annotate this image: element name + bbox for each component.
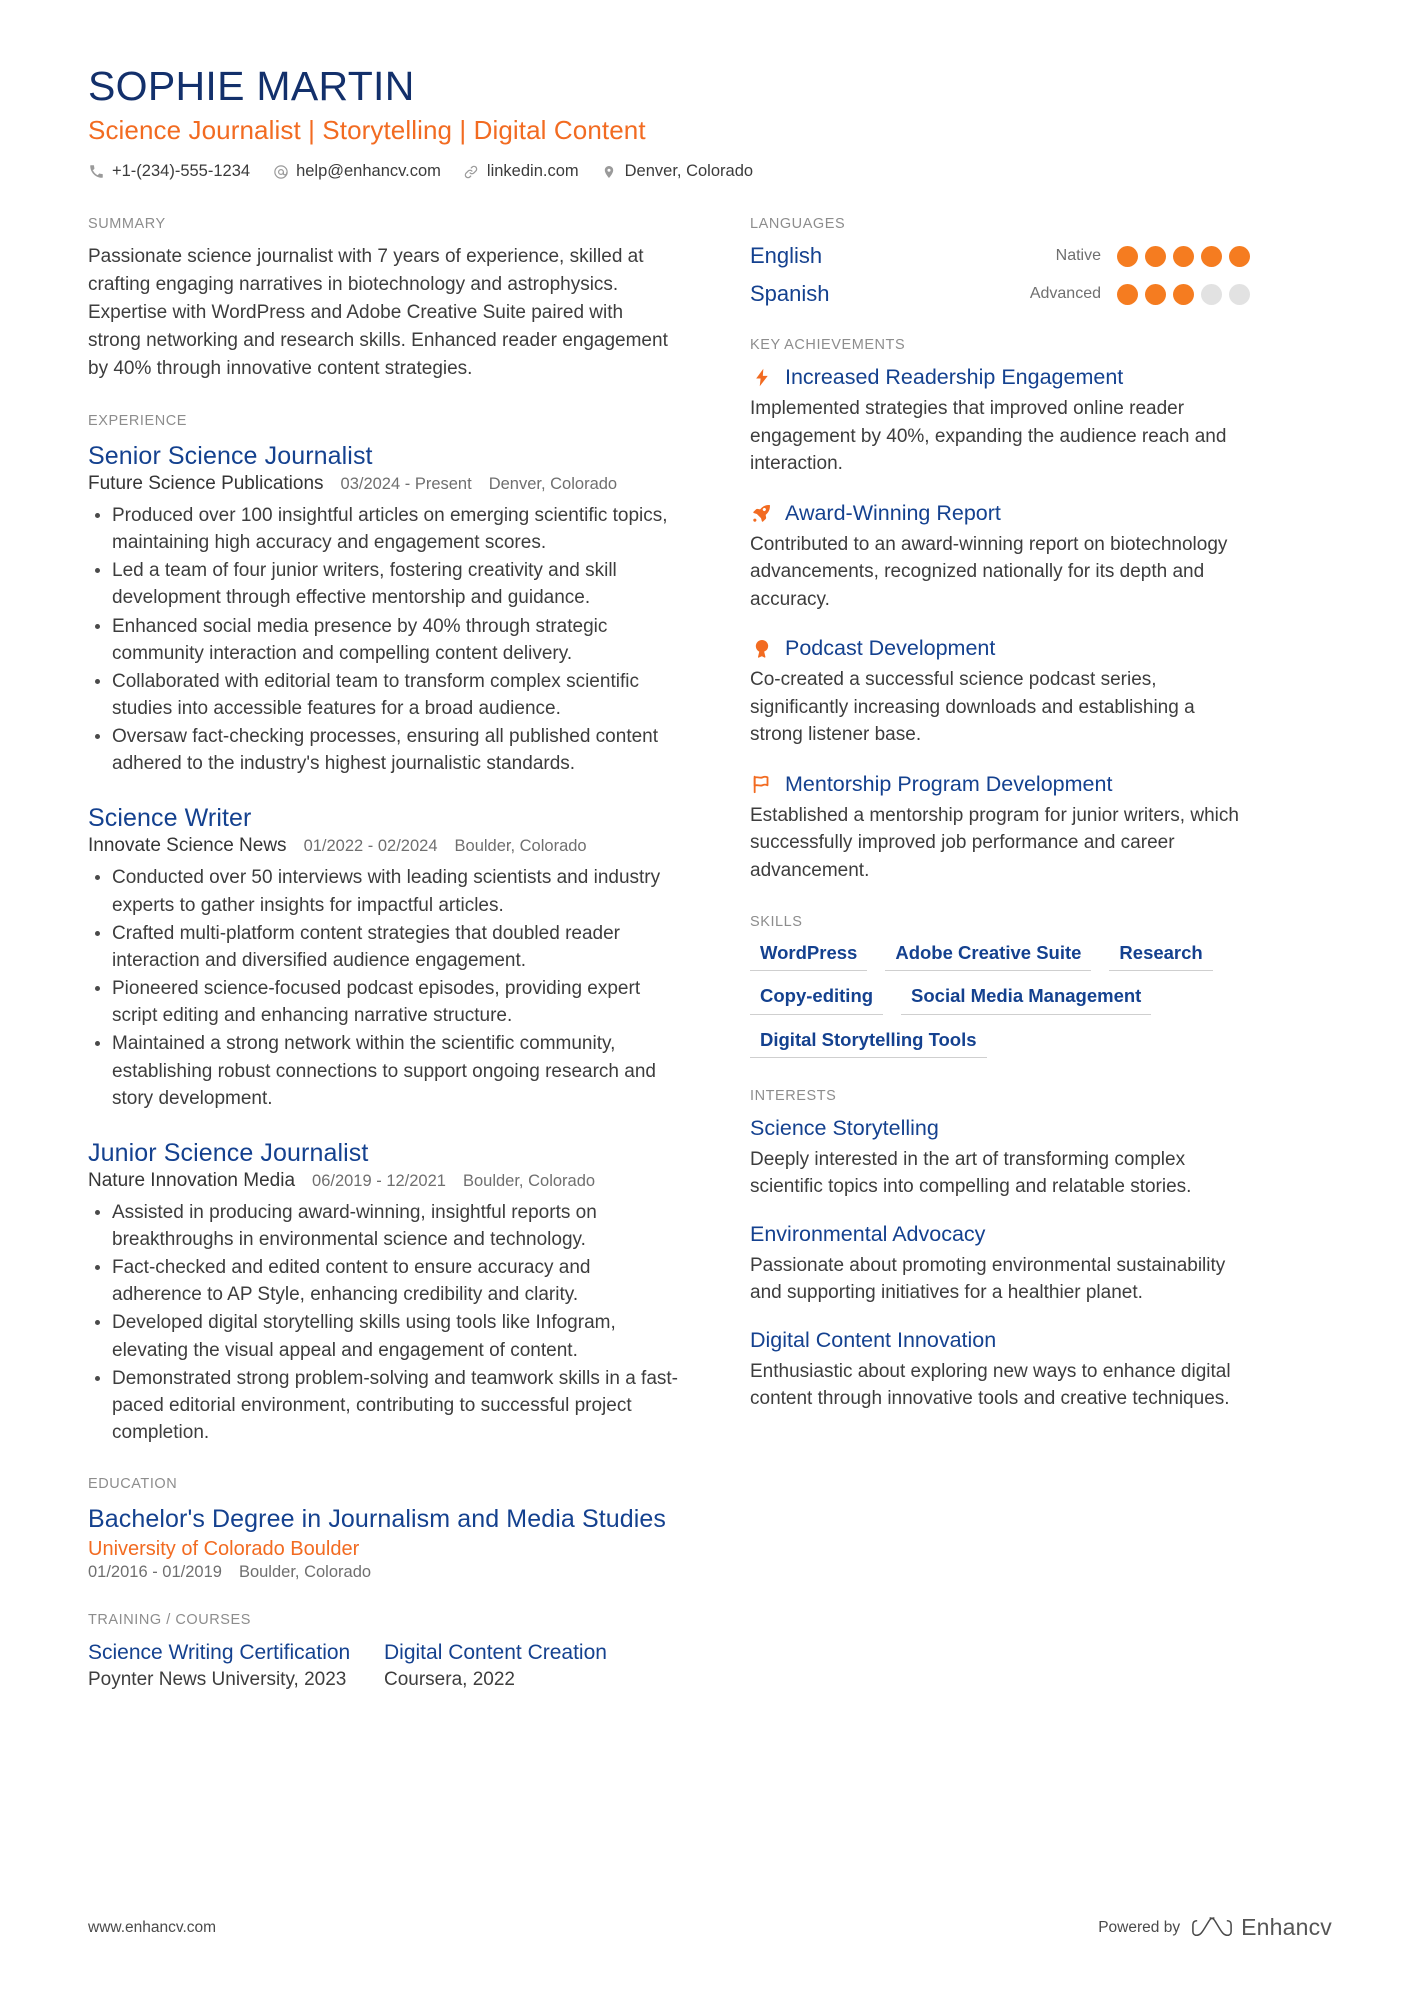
job-title: Junior Science Journalist (88, 1138, 369, 1167)
achievement-title: Award-Winning Report (785, 500, 1001, 525)
enhancv-brand-name: Enhancv (1241, 1914, 1332, 1940)
contact-email-text: help@enhancv.com (296, 162, 441, 181)
skill-tag: Adobe Creative Suite (885, 941, 1091, 971)
training-grid (88, 1639, 680, 1691)
page-footer (88, 1914, 1332, 1941)
rating-dot (1173, 284, 1194, 305)
contact-phone[interactable] (88, 160, 250, 183)
education-meta (88, 1563, 680, 1582)
job-bullet: Oversaw fact-checking processes, ensuring all published content adhered to the industry's highest journalistic standards. (88, 723, 680, 777)
job-bullet: Led a team of four junior writers, fostering creativity and skill development through effective mentorship and guidance. (88, 557, 680, 611)
education-entry (88, 1503, 680, 1582)
rating-dot (1201, 246, 1222, 267)
achievement-head (750, 364, 1250, 391)
experience-entry (88, 440, 680, 778)
location-pin-icon (601, 163, 618, 180)
rating-dot (1229, 246, 1250, 267)
job-company: Nature Innovation Media (88, 1169, 296, 1191)
experience-entry (88, 1137, 680, 1446)
interests-section-label: INTERESTS (750, 1087, 837, 1104)
microphone-icon (750, 637, 774, 661)
job-meta (88, 473, 680, 495)
achievements-section-label: KEY ACHIEVEMENTS (750, 337, 906, 354)
training-title: Science Writing Certification (88, 1640, 351, 1664)
training-subtitle: Coursera, 2022 (384, 1669, 515, 1691)
education-school: University of Colorado Boulder (88, 1537, 360, 1560)
interest-title: Environmental Advocacy (750, 1221, 986, 1246)
rating-dot (1117, 246, 1138, 267)
candidate-role: Science Journalist | Storytelling | Digital Content (88, 115, 646, 146)
training-title: Digital Content Creation (384, 1640, 607, 1664)
job-title: Science Writer (88, 804, 252, 833)
section-achievements (750, 337, 1250, 884)
job-date: 01/2022 - 02/2024 (303, 837, 438, 856)
job-meta (88, 1170, 680, 1192)
education-date: 01/2016 - 01/2019 (88, 1562, 222, 1581)
job-bullet: Maintained a strong network within the scientific community, establishing robust connections to support ongoing research and story development. (88, 1030, 680, 1111)
interest-description: Passionate about promoting environmental sustainability and supporting initiatives for a healthier planet. (750, 1254, 1226, 1304)
job-bullet: Collaborated with editorial team to transform complex scientific studies into accessible features for a broad audience. (88, 668, 680, 722)
interest-entry (750, 1327, 1250, 1413)
achievement-description: Co-created a successful science podcast series, significantly increasing downloads and establishing a strong listener base. (750, 669, 1195, 746)
job-bullet: Produced over 100 insightful articles on emerging scientific topics, maintaining high accuracy and engagement scores. (88, 502, 680, 556)
job-bullets (88, 502, 680, 778)
job-bullets (88, 1199, 680, 1446)
interest-title: Science Storytelling (750, 1115, 939, 1140)
language-name: Spanish (750, 281, 830, 307)
achievement-entry (750, 771, 1250, 885)
experience-entry (88, 802, 680, 1111)
education-location: Boulder, Colorado (238, 1562, 372, 1581)
achievement-head (750, 635, 1250, 662)
job-meta (88, 835, 680, 857)
achievement-description: Contributed to an award-winning report on biotechnology advancements, recognized nationally for its depth and accuracy. (750, 533, 1228, 610)
powered-by-label: Powered by (1098, 1918, 1181, 1936)
job-bullets (88, 864, 680, 1111)
language-level: Advanced (1029, 285, 1101, 303)
skill-tag: Social Media Management (901, 984, 1151, 1014)
skill-tag: Digital Storytelling Tools (750, 1028, 987, 1058)
achievement-title: Podcast Development (785, 636, 996, 661)
language-rating-dots (1117, 284, 1250, 305)
rating-dot (1117, 284, 1138, 305)
job-date: 03/2024 - Present (340, 474, 472, 493)
job-date: 06/2019 - 12/2021 (312, 1171, 446, 1190)
contact-email[interactable] (272, 160, 441, 183)
rating-dot (1201, 284, 1222, 305)
section-interests (750, 1088, 1250, 1413)
section-experience (88, 413, 680, 1446)
language-name: English (750, 243, 823, 269)
contact-linkedin-text: linkedin.com (486, 162, 579, 181)
achievement-head (750, 500, 1250, 527)
training-section-label: TRAINING / COURSES (88, 1611, 251, 1628)
job-bullet: Enhanced social media presence by 40% through strategic community interaction and compelling content delivery. (88, 613, 680, 667)
job-bullet: Pioneered science-focused podcast episodes, providing expert script editing and enhancing narrative structure. (88, 975, 680, 1029)
section-languages (750, 216, 1250, 307)
language-level: Native (1055, 247, 1101, 265)
skills-list (750, 941, 1250, 1057)
interest-description: Enthusiastic about exploring new ways to enhance digital content through innovative tools and creative techniques. (750, 1360, 1231, 1410)
languages-section-label: LANGUAGES (750, 216, 846, 233)
achievement-entry (750, 364, 1250, 478)
achievement-head (750, 771, 1250, 798)
job-location: Denver, Colorado (488, 474, 618, 493)
summary-section-label: SUMMARY (88, 216, 166, 233)
rating-dot (1173, 246, 1194, 267)
job-company: Innovate Science News (88, 835, 287, 857)
job-location: Boulder, Colorado (462, 1171, 596, 1190)
interest-title: Digital Content Innovation (750, 1327, 997, 1352)
summary-text: Passionate science journalist with 7 years of experience, skilled at crafting engaging narratives in biotechnology and astrophysics. Expertise with WordPress and Adobe Creative Suite paired with strong networking and research skills. Enhanced reader engagement by 40% through innovative content strategies. (88, 246, 668, 379)
achievement-title: Mentorship Program Development (785, 771, 1113, 796)
job-company: Future Science Publications (88, 472, 324, 494)
contact-phone-text: +1-(234)-555-1234 (112, 162, 251, 181)
lightning-bolt-icon (750, 366, 774, 390)
job-bullet: Conducted over 50 interviews with leading scientists and industry experts to gather insights for impactful articles. (88, 864, 680, 918)
contact-linkedin[interactable] (463, 160, 579, 183)
section-skills (750, 914, 1250, 1057)
skills-section-label: SKILLS (750, 914, 803, 931)
job-bullet: Crafted multi-platform content strategies that doubled reader interaction and diversified audience engagement. (88, 920, 680, 974)
rating-dot (1145, 246, 1166, 267)
training-entry (88, 1639, 384, 1691)
experience-section-label: EXPERIENCE (88, 412, 187, 429)
contact-bar (88, 160, 1332, 183)
link-icon (463, 163, 480, 180)
achievement-description: Implemented strategies that improved online reader engagement by 40%, expanding the audience reach and interaction. (750, 398, 1227, 475)
section-education (88, 1476, 680, 1582)
education-section-label: EDUCATION (88, 1476, 178, 1493)
training-entry (384, 1639, 680, 1691)
footer-website-url[interactable]: www.enhancv.com (88, 1918, 217, 1936)
job-bullet: Demonstrated strong problem-solving and teamwork skills in a fast-paced editorial environment, contributing to successful project completion. (88, 1365, 680, 1446)
interest-entry (750, 1221, 1250, 1307)
skill-tag: WordPress (750, 941, 867, 971)
resume-body (88, 216, 1332, 1721)
achievement-entry (750, 500, 1250, 614)
language-row (750, 281, 1250, 307)
left-column (88, 216, 708, 1721)
contact-location-text: Denver, Colorado (624, 162, 754, 181)
contact-location (601, 160, 753, 183)
section-summary (88, 216, 680, 383)
training-subtitle: Poynter News University, 2023 (88, 1669, 347, 1691)
right-column (750, 216, 1250, 1443)
job-title: Senior Science Journalist (88, 441, 373, 470)
rating-dot (1145, 284, 1166, 305)
interest-description: Deeply interested in the art of transforming complex scientific topics into compelling and relatable stories. (750, 1148, 1192, 1198)
job-bullet: Developed digital storytelling skills using tools like Infogram, elevating the visual appeal and engagement of content. (88, 1309, 680, 1363)
section-training (88, 1612, 680, 1691)
rating-dot (1229, 284, 1250, 305)
flag-icon (750, 772, 774, 796)
resume-header (88, 62, 1332, 183)
enhancv-logo (1192, 1914, 1332, 1941)
achievement-description: Established a mentorship program for junior writers, which successfully improved job performance and career advancement. (750, 804, 1239, 881)
achievement-title: Increased Readership Engagement (785, 365, 1124, 390)
email-icon (272, 163, 289, 180)
education-degree: Bachelor's Degree in Journalism and Media Studies (88, 1505, 667, 1534)
candidate-name: SOPHIE MARTIN (88, 63, 415, 109)
job-bullet: Assisted in producing award-winning, insightful reports on breakthroughs in environmental science and technology. (88, 1199, 680, 1253)
rocket-icon (750, 501, 774, 525)
footer-brand (1098, 1914, 1332, 1941)
job-bullet: Fact-checked and edited content to ensure accuracy and adherence to AP Style, enhancing credibility and clarity. (88, 1254, 680, 1308)
interest-entry (750, 1115, 1250, 1201)
language-rating-dots (1117, 246, 1250, 267)
skill-tag: Research (1109, 941, 1212, 971)
achievement-entry (750, 635, 1250, 749)
phone-icon (88, 163, 105, 180)
skill-tag: Copy-editing (750, 984, 883, 1014)
language-row (750, 243, 1250, 269)
job-location: Boulder, Colorado (454, 837, 587, 856)
